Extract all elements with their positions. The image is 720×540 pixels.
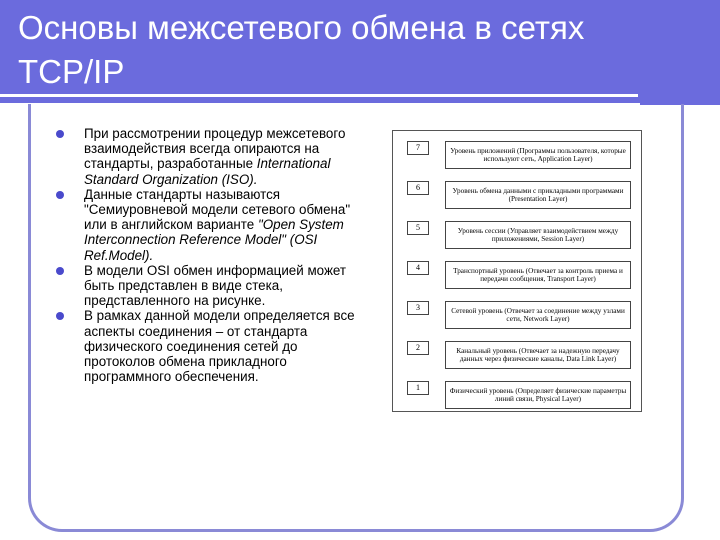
bullet-text: International Standard Organization (ISO). (84, 156, 331, 187)
osi-layer-row (393, 141, 643, 171)
osi-layer-label: Уровень сессии (Управляет взаимодействием между приложениями, Session Layer) (445, 221, 631, 249)
title-band-right (640, 12, 720, 105)
osi-layer-row (393, 181, 643, 211)
bullet-item (56, 126, 356, 187)
bullet-dot-icon (56, 130, 64, 138)
bullet-list (56, 126, 356, 384)
osi-layer-number: 3 (407, 301, 429, 315)
osi-layer-label: Уровень приложений (Программы пользователя, которые используют сеть, Application Layer) (445, 141, 631, 169)
bullet-text: При рассмотрении процедур межсетевого взаимодействия всегда опираются на стандарты, разработанные (84, 126, 346, 172)
bullet-item (56, 263, 356, 309)
bullet-item (56, 187, 356, 263)
osi-layer-label: Канальный уровень (Отвечает за надежную передачу данных через физические каналы, Data Link Layer) (445, 341, 631, 369)
osi-layer-number: 1 (407, 381, 429, 395)
osi-model-diagram (392, 130, 642, 412)
osi-layer-label: Транспортный уровень (Отвечает за контроль приема и передачи сообщения, Transport Layer) (445, 261, 631, 289)
osi-layer-number: 7 (407, 141, 429, 155)
osi-layer-label: Уровень обмена данными с прикладными программами (Presentation Layer) (445, 181, 631, 209)
bullet-dot-icon (56, 312, 64, 320)
bullet-text: В рамках данной модели определяется все аспекты соединения – от стандарта физического соединения сетей до протоколов обмена прикладного программного обеспечения. (84, 308, 355, 385)
osi-layer-row (393, 261, 643, 291)
osi-layer-row (393, 341, 643, 371)
osi-layer-label: Сетевой уровень (Отвечает за соединение между узлами сети, Network Layer) (445, 301, 631, 329)
bullet-item (56, 308, 356, 384)
bullet-text: В модели OSI обмен информацией может быть представлен в виде стека, представленного на рисунке. (84, 262, 347, 309)
osi-layer-number: 4 (407, 261, 429, 275)
osi-layer-number: 6 (407, 181, 429, 195)
slide-title: Основы межсетевого обмена в сетях TCP/IP (18, 9, 585, 90)
osi-layer-row (393, 381, 643, 411)
osi-layer-label: Физический уровень (Определяет физические параметры линий связи, Physical Layer) (445, 381, 631, 409)
bullet-dot-icon (56, 191, 64, 199)
osi-layer-number: 2 (407, 341, 429, 355)
osi-layer-row (393, 221, 643, 251)
osi-layer-row (393, 301, 643, 331)
osi-layer-number: 5 (407, 221, 429, 235)
title-underline (0, 94, 638, 97)
bullet-text: "Open System Interconnection Reference Model" (OSI Ref.Model). (84, 217, 344, 263)
bullet-dot-icon (56, 267, 64, 275)
bullet-text: Данные стандарты называются "Семиуровневой модели сетевого обмена" или в английском варианте (84, 186, 351, 233)
